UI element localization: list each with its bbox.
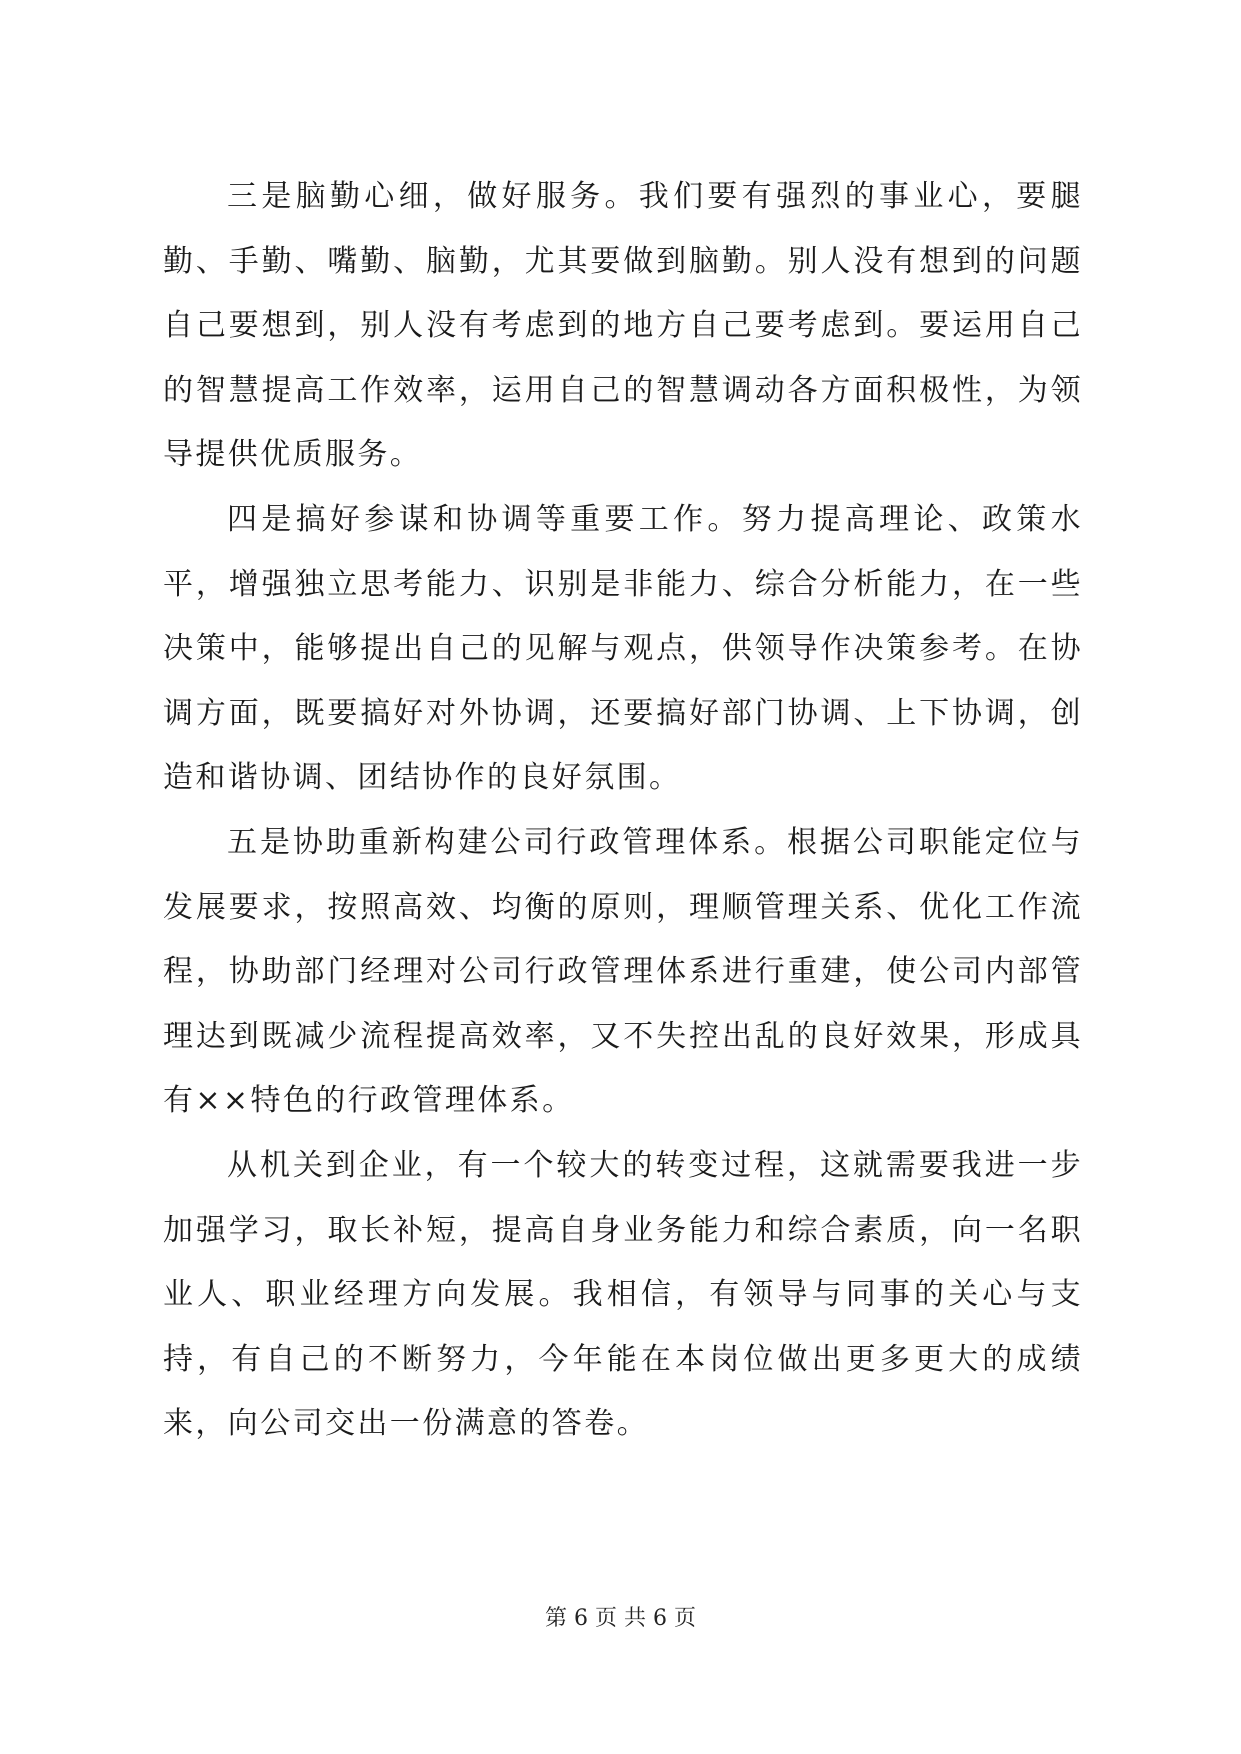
page-number-footer: 第 6 页 共 6 页 xyxy=(545,1606,696,1631)
paragraph-4: 从机关到企业，有一个较大的转变过程，这就需要我进一步加强学习，取长补短，提高自身业务能力和综合素质，向一名职业人、职业经理方向发展。我相信，有领导与同事的关心与支持，有自己的不断努力，今年能在本岗位做出更多更大的成绩来，向公司交出一份满意的答卷。 xyxy=(163,1147,1083,1442)
paragraph-3: 五是协助重新构建公司行政管理体系。根据公司职能定位与发展要求，按照高效、均衡的原则，理顺管理关系、优化工作流程，协助部门经理对公司行政管理体系进行重建，使公司内部管理达到既减少流程提高效率，又不失控出乱的良好效果，形成具有××特色的行政管理体系。 xyxy=(163,824,1083,1119)
paragraph-2: 四是搞好参谋和协调等重要工作。努力提高理论、政策水平，增强独立思考能力、识别是非能力、综合分析能力，在一些决策中，能够提出自己的见解与观点，供领导作决策参考。在协调方面，既要搞好对外协调，还要搞好部门协调、上下协调，创造和谐协调、团结协作的良好氛围。 xyxy=(163,501,1083,796)
document-body xyxy=(163,165,1083,1457)
paragraph-1: 三是脑勤心细，做好服务。我们要有强烈的事业心，要腿勤、手勤、嘴勤、脑勤，尤其要做到脑勤。别人没有想到的问题自己要想到，别人没有考虑到的地方自己要考虑到。要运用自己的智慧提高工作效率，运用自己的智慧调动各方面积极性，为领导提供优质服务。 xyxy=(163,179,1083,473)
